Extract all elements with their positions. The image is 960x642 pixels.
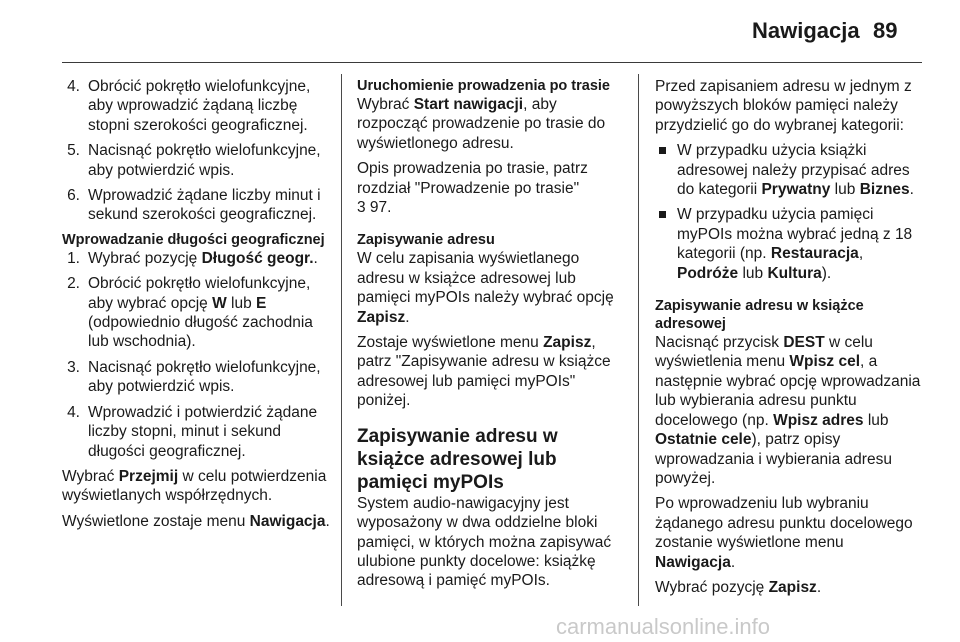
list-item <box>62 403 334 461</box>
section-heading: Zapisywanie adresu w książce adresowej lub pamięci myPOIs <box>357 425 558 493</box>
text: Po wprowadzeniu lub wybraniu żądanego adresu punktu docelowego zostanie wyświetlone menu <box>655 495 913 552</box>
paragraph <box>655 578 923 597</box>
column-2 <box>357 77 629 597</box>
text: Zostaje wyświetlone menu <box>357 334 544 352</box>
step-number: 2. <box>67 275 80 293</box>
bold-term: Zapisz <box>357 308 406 326</box>
column-divider-1 <box>341 74 342 606</box>
text: Wybrać <box>357 96 414 113</box>
page-header <box>0 0 960 60</box>
text: lub <box>863 411 889 429</box>
bold-term: Restauracja <box>770 245 859 263</box>
text: . <box>909 181 914 199</box>
paragraph <box>357 95 629 153</box>
page-reference: 3 97. <box>357 199 392 217</box>
list-item <box>62 186 334 225</box>
step-text: lub <box>226 294 257 312</box>
text: ). <box>821 264 832 282</box>
bullet-square-icon <box>659 147 666 154</box>
text: W przypadku użycia pamięci myPOIs można wybrać jedną z 18 kategorii (np. <box>677 206 913 263</box>
list-item <box>62 141 334 180</box>
watermark: carmanualsonline.info <box>556 614 771 639</box>
step-text: Wprowadzić żądane liczby minut i sekund szerokości geograficznej. <box>88 187 321 224</box>
bold-term: Wpisz cel <box>789 353 861 371</box>
text: ), patrz opisy wprowadzania i wybierania adresu powyżej. <box>655 431 892 487</box>
step-text: Wprowadzić i potwierdzić żądane liczby stopni, minut i sekund długości geograficznej. <box>88 403 318 460</box>
text: . <box>730 553 736 571</box>
step-text: (odpowiednio długość zachodnia lub wschodnia). <box>88 314 313 351</box>
header-rule <box>62 62 922 63</box>
bold-term: W <box>212 294 227 312</box>
text: w celu wyświetlenia menu <box>655 334 873 371</box>
paragraph <box>357 249 629 327</box>
text: . <box>325 512 330 530</box>
step-text: . <box>313 249 318 267</box>
bold-term: Ostatnie cele <box>655 431 752 449</box>
bold-term: Długość geogr. <box>201 249 314 267</box>
step-number: 4. <box>67 403 80 421</box>
bold-term: Nawigacja <box>655 553 731 571</box>
list-item <box>62 358 334 397</box>
text: Wyświetlone zostaje menu <box>62 512 250 530</box>
subheading-start-guidance: Uruchomienie prowadzenia po trasie <box>357 78 610 94</box>
bullet-square-icon <box>659 211 666 218</box>
text: . <box>816 578 822 596</box>
step-number: 3. <box>67 358 80 376</box>
bold-term: Wpisz adres <box>773 411 864 429</box>
step-number: 5. <box>67 142 80 160</box>
bold-term: Podróże <box>677 264 739 282</box>
list-item <box>62 249 334 268</box>
step-text: Wybrać pozycję <box>88 249 202 267</box>
bold-term: Biznes <box>859 181 910 199</box>
page-number: 89 <box>873 18 898 43</box>
text: , aby rozpocząć prowadzenie po trasie do wyświetlonego adresu. <box>357 96 606 152</box>
list-item <box>62 77 334 135</box>
step-number: 4. <box>67 78 80 95</box>
step-text: Nacisnąć pokrętło wielofunkcyjne, aby potwierdzić wpis. <box>88 142 321 179</box>
text: , patrz "Zapisywanie adresu w książce adresowej lub pamięci myPOIs" poniżej. <box>357 334 611 410</box>
bold-term: Kultura <box>767 264 822 282</box>
step-text: Nacisnąć pokrętło wielofunkcyjne, aby potwierdzić wpis. <box>88 358 321 396</box>
text: W celu zapisania wyświetlanego adresu w książce adresowej lub pamięci myPOIs należy wybrać opcję <box>357 250 614 307</box>
text: Wybrać pozycję <box>655 578 769 596</box>
text: . <box>405 308 410 326</box>
bold-term: E <box>256 294 267 312</box>
text: W przypadku użycia książki adresowej należy przypisać adres do kategorii <box>677 142 910 199</box>
list-item <box>655 141 923 199</box>
paragraph: System audio-nawigacyjny jest wyposażony w dwa oddzielne bloki pamięci, w których można zapisywać ulubione punkty docelowe: książkę adresową i pamięć myPOIs. <box>357 494 612 590</box>
bold-term: Prywatny <box>761 181 831 199</box>
paragraph <box>655 333 923 488</box>
bold-term: DEST <box>783 334 825 352</box>
subheading-save-address: Zapisywanie adresu <box>357 232 495 249</box>
bold-term: Przejmij <box>118 467 179 485</box>
paragraph: Przed zapisaniem adresu w jednym z powyższych bloków pamięci należy przydzielić go do wybranej kategorii: <box>655 78 912 134</box>
paragraph <box>62 467 334 506</box>
step-text: Obrócić pokrętło wielofunkcyjne, aby wybrać opcję <box>88 275 311 312</box>
paragraph <box>357 333 629 411</box>
bold-term: Nawigacja <box>249 512 326 530</box>
subheading-longitude: Wprowadzanie długości geograficznej <box>62 231 325 248</box>
text: lub <box>830 181 860 199</box>
text: Opis prowadzenia po trasie, patrz rozdział "Prowadzenie po trasie" <box>357 160 588 197</box>
bold-term: Zapisz <box>768 578 817 596</box>
subheading-address-book: Zapisywanie adresu w książce adresowej <box>655 298 864 333</box>
text: lub <box>738 264 768 282</box>
column-divider-2 <box>638 74 639 606</box>
paragraph <box>655 494 923 572</box>
paragraph <box>357 159 629 217</box>
bold-term: Zapisz <box>543 334 592 352</box>
longitude-steps <box>62 249 334 461</box>
bold-term: Start nawigacji <box>413 96 524 113</box>
step-text: Obrócić pokrętło wielofunkcyjne, aby wprowadzić żądaną liczbę stopni szerokości geograficznej. <box>88 78 311 134</box>
paragraph <box>62 512 334 531</box>
list-item <box>62 274 334 352</box>
text: Wybrać <box>62 467 119 485</box>
text: w celu potwierdzenia wyświetlanych współrzędnych. <box>62 467 327 505</box>
column-1 <box>62 77 334 537</box>
column-3 <box>655 77 923 603</box>
text: , <box>858 245 864 263</box>
page-title: Nawigacja <box>752 18 860 43</box>
step-number: 6. <box>67 187 80 205</box>
step-number: 1. <box>67 249 80 267</box>
list-item <box>655 205 923 283</box>
latitude-steps <box>62 77 334 225</box>
text: Nacisnąć przycisk <box>655 334 784 352</box>
text: , a następnie wybrać opcję wprowadzania lub wybierania adresu punktu docelowego (np. <box>655 353 921 429</box>
